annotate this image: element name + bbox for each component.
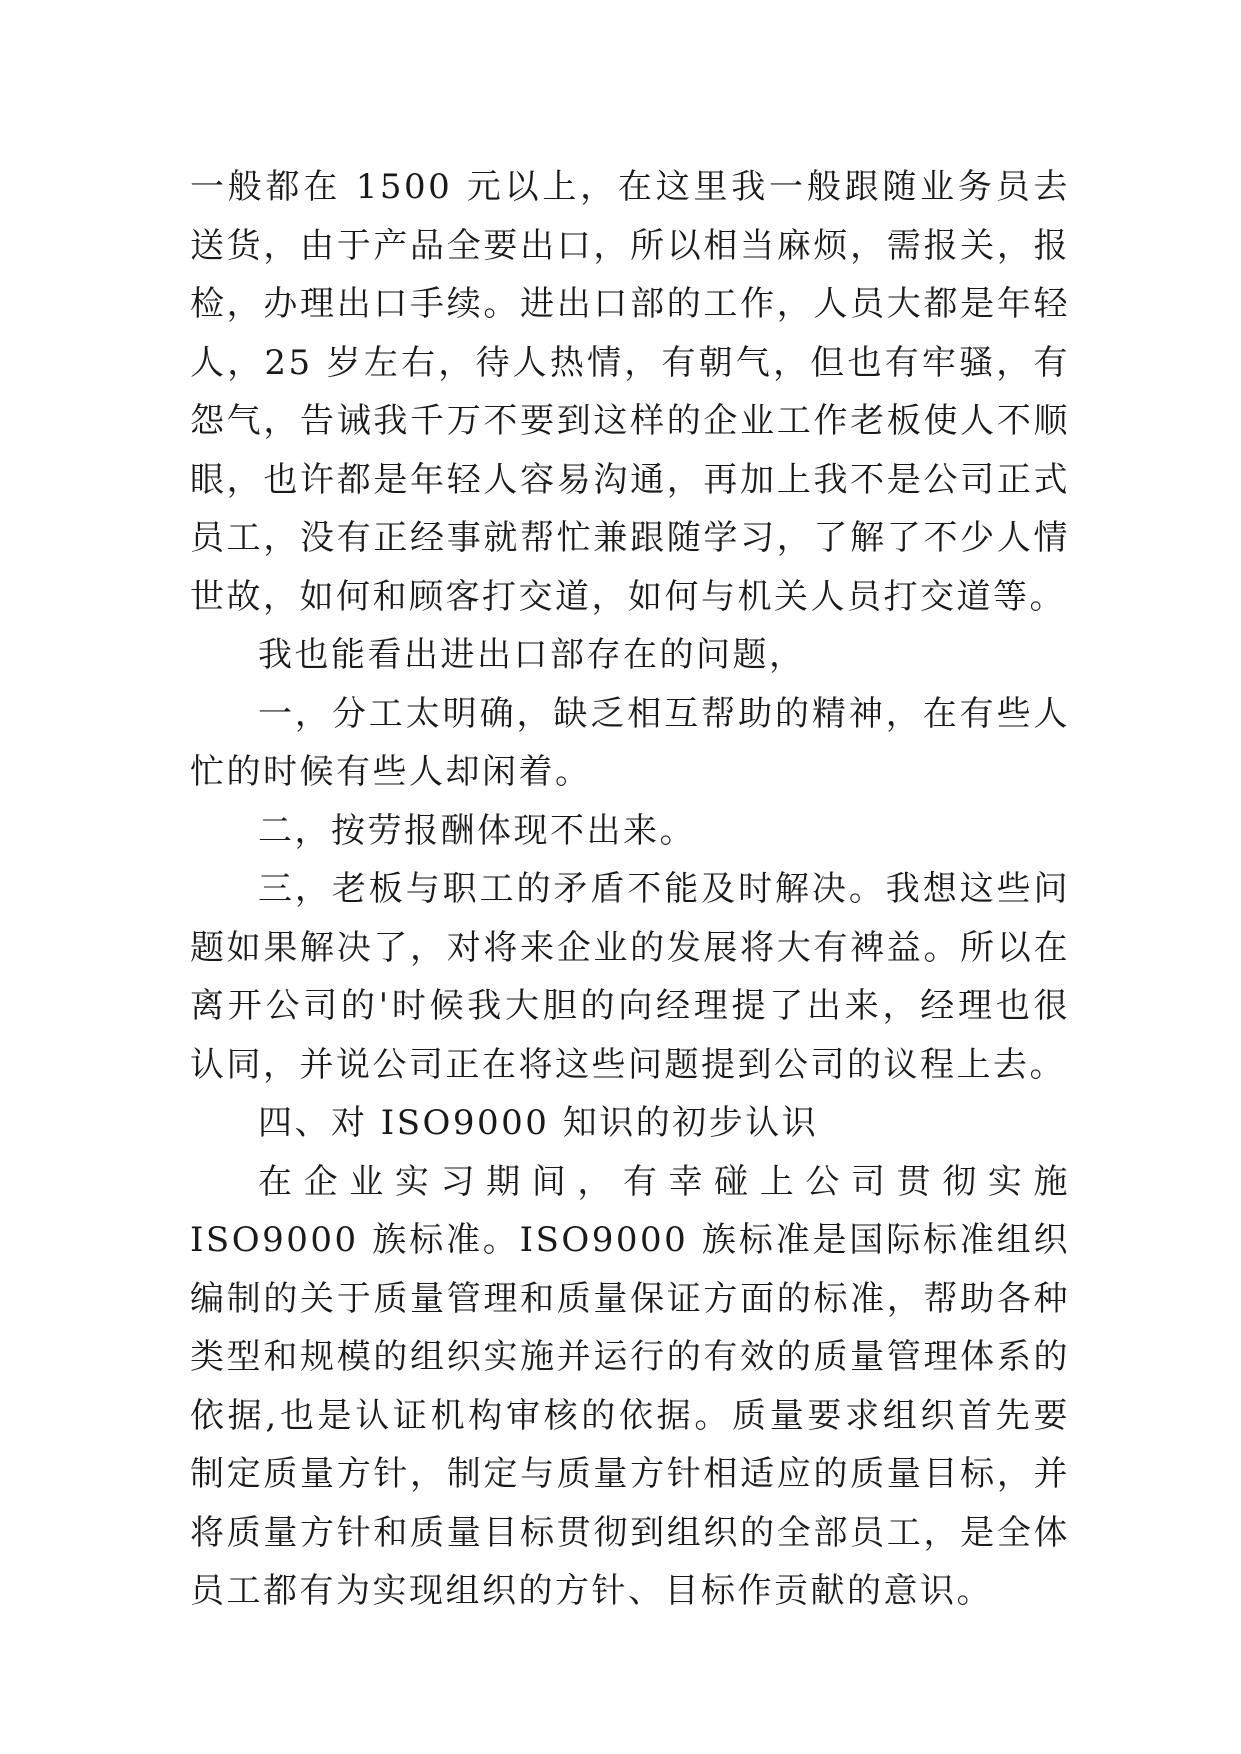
section-heading-iso9000: 四、对 ISO9000 知识的初步认识 bbox=[258, 1103, 819, 1143]
paragraph-problem-one: 一，分工太明确，缺乏相互帮助的精神，在有些人忙的时候有些人却闲着。 bbox=[190, 693, 1070, 792]
document-body bbox=[190, 158, 1070, 1621]
paragraph-problem-two: 二，按劳报酬体现不出来。 bbox=[258, 810, 696, 851]
paragraph-iso9000-understanding: 在企业实习期间，有幸碰上公司贯彻实施 ISO9000 族标准。ISO9000 族标准是国际标准组织编制的关于质量管理和质量保证方面的标准，帮助各种类型和规模的组织实施并运行的有效的质量管理体系的依据,也是认证机构审核的依据。质量要求组织首先要制定质量方针，制定与质量方针相适应的质量目标，并将质量方针和质量目标贯彻到组织的全部员工，是全体员工都有为实现组织的方针、目标作贡献的意识。 bbox=[190, 1161, 1070, 1611]
paragraph-problem-three: 三，老板与职工的矛盾不能及时解决。我想这些问题如果解决了，对将来企业的发展将大有裨益。所以在离开公司的'时候我大胆的向经理提了出来，经理也很认同，并说公司正在将这些问题提到公司的议程上去。 bbox=[190, 869, 1070, 1085]
paragraph-problems-intro: 我也能看出进出口部存在的问题， bbox=[258, 635, 806, 675]
paragraph-work-experience: 一般都在 1500 元以上，在这里我一般跟随业务员去送货，由于产品全要出口，所以相当麻烦，需报关，报检，办理出口手续。进出口部的工作，人员大都是年轻人，25 岁左右，待人热情，有朝气，但也有牢骚，有怨气，告诫我千万不要到这样的企业工作老板使人不顺眼，也许都是年轻人容易沟通，再加上我不是公司正式员工，没有正经事就帮忙兼跟随学习，了解了不少人情世故，如何和顾客打交道，如何与机关人员打交道等。 bbox=[190, 167, 1070, 617]
